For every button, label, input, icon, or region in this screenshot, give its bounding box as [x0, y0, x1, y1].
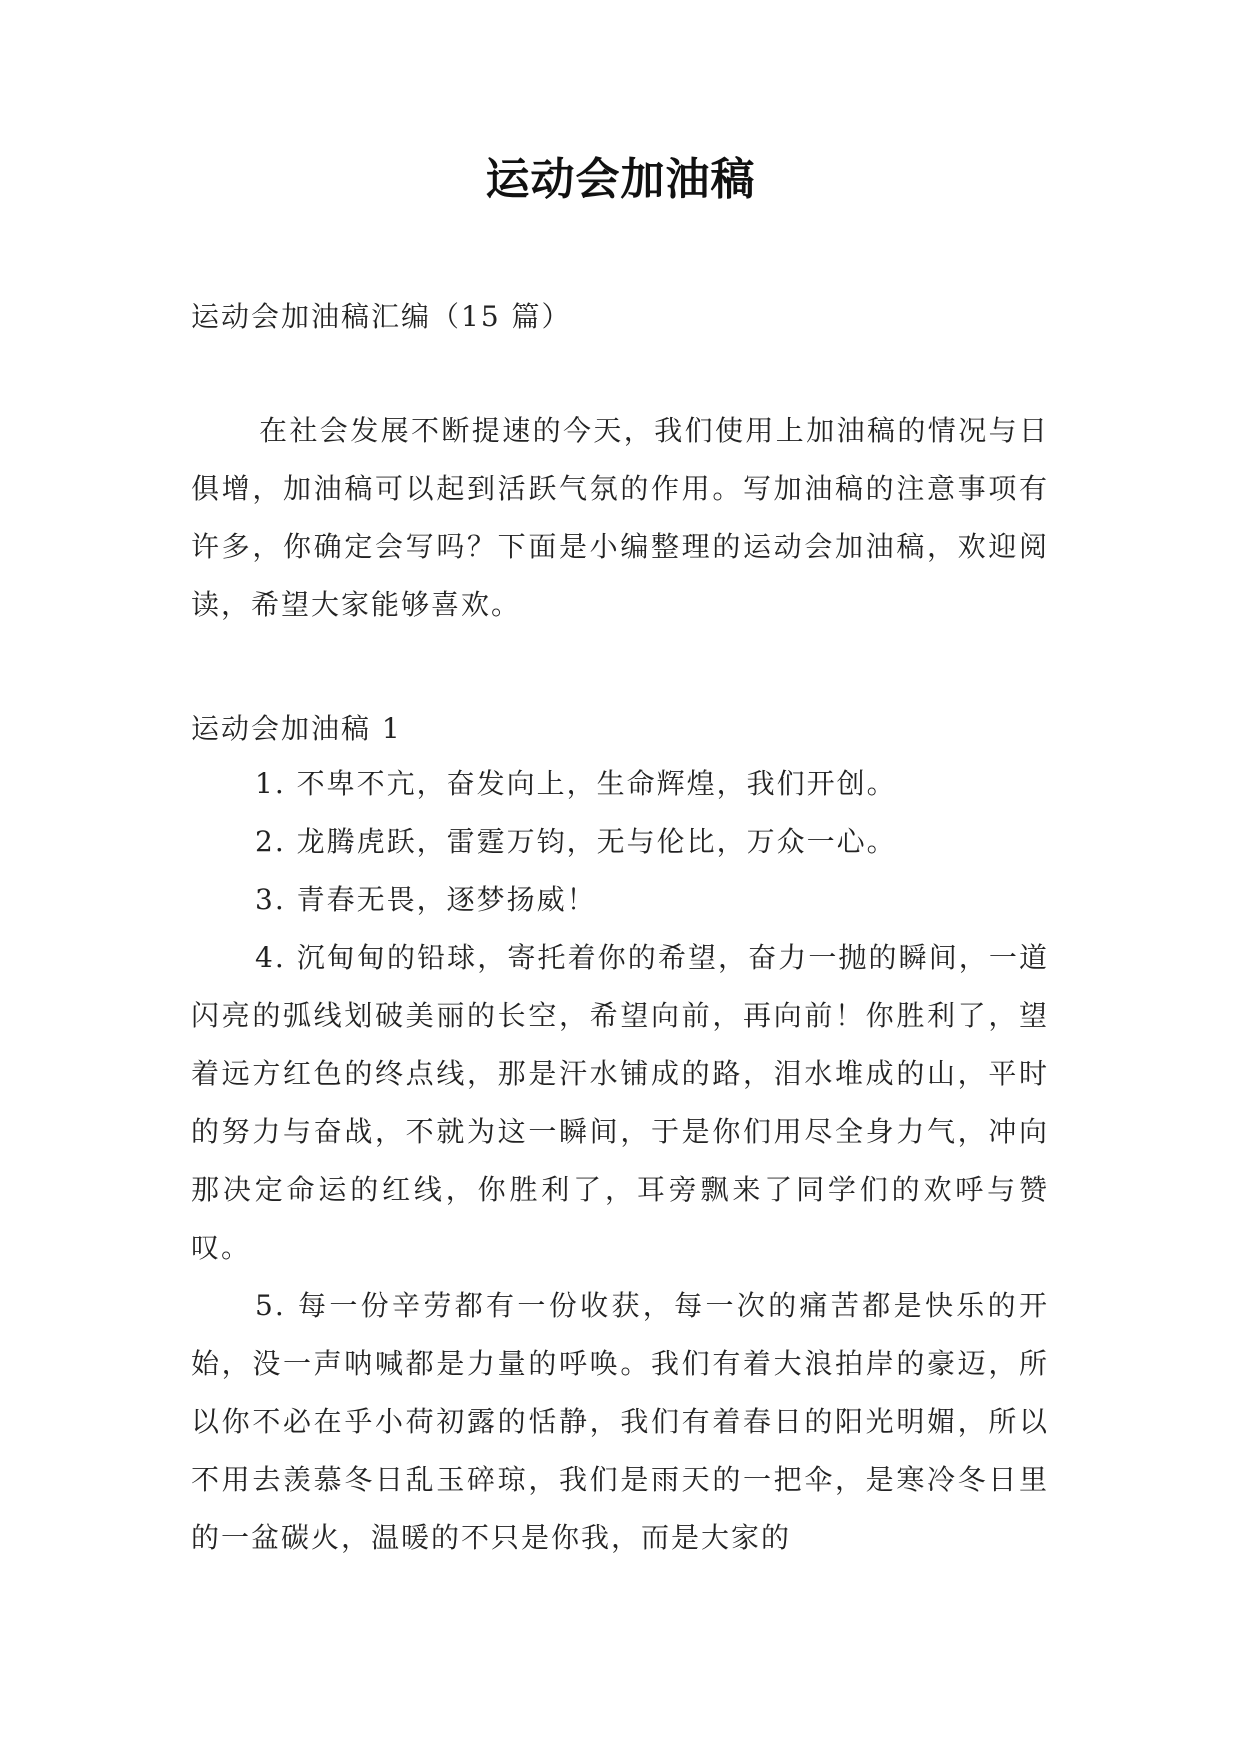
- intro-paragraph: 在社会发展不断提速的今天，我们使用上加油稿的情况与日俱增，加油稿可以起到活跃气氛的作用。写加油稿的注意事项有许多，你确定会写吗？下面是小编整理的运动会加油稿，欢迎阅读，希望大家能够喜欢。: [191, 414, 1049, 621]
- section-heading: 运动会加油稿 1: [191, 712, 402, 745]
- document-subtitle: 运动会加油稿汇编（15 篇）: [191, 300, 572, 333]
- document-title: 运动会加油稿: [485, 154, 756, 205]
- cheer-item-3: 3. 青春无畏，逐梦扬威！: [255, 883, 597, 916]
- cheer-item-1: 1. 不卑不亢，奋发向上，生命辉煌，我们开创。: [255, 767, 897, 800]
- cheer-list: [191, 755, 1049, 1567]
- cheer-item-4: 4. 沉甸甸的铅球，寄托着你的希望，奋力一抛的瞬间，一道闪亮的弧线划破美丽的长空，希望向前，再向前！你胜利了，望着远方红色的终点线，那是汗水铺成的路，泪水堆成的山，平时的努力与奋战，不就为这一瞬间，于是你们用尽全身力气，冲向那决定命运的红线，你胜利了，耳旁飘来了同学们的欢呼与赞叹。: [191, 941, 1049, 1264]
- cheer-item-2: 2. 龙腾虎跃，雷霆万钧，无与伦比，万众一心。: [255, 825, 897, 858]
- cheer-item-5: 5. 每一份辛劳都有一份收获，每一次的痛苦都是快乐的开始，没一声呐喊都是力量的呼唤。我们有着大浪拍岸的豪迈，所以你不必在乎小荷初露的恬静，我们有着春日的阳光明媚，所以不用去羡慕冬日乱玉碎琼，我们是雨天的一把伞，是寒冷冬日里的一盆碳火，温暖的不只是你我，而是大家的: [191, 1289, 1049, 1554]
